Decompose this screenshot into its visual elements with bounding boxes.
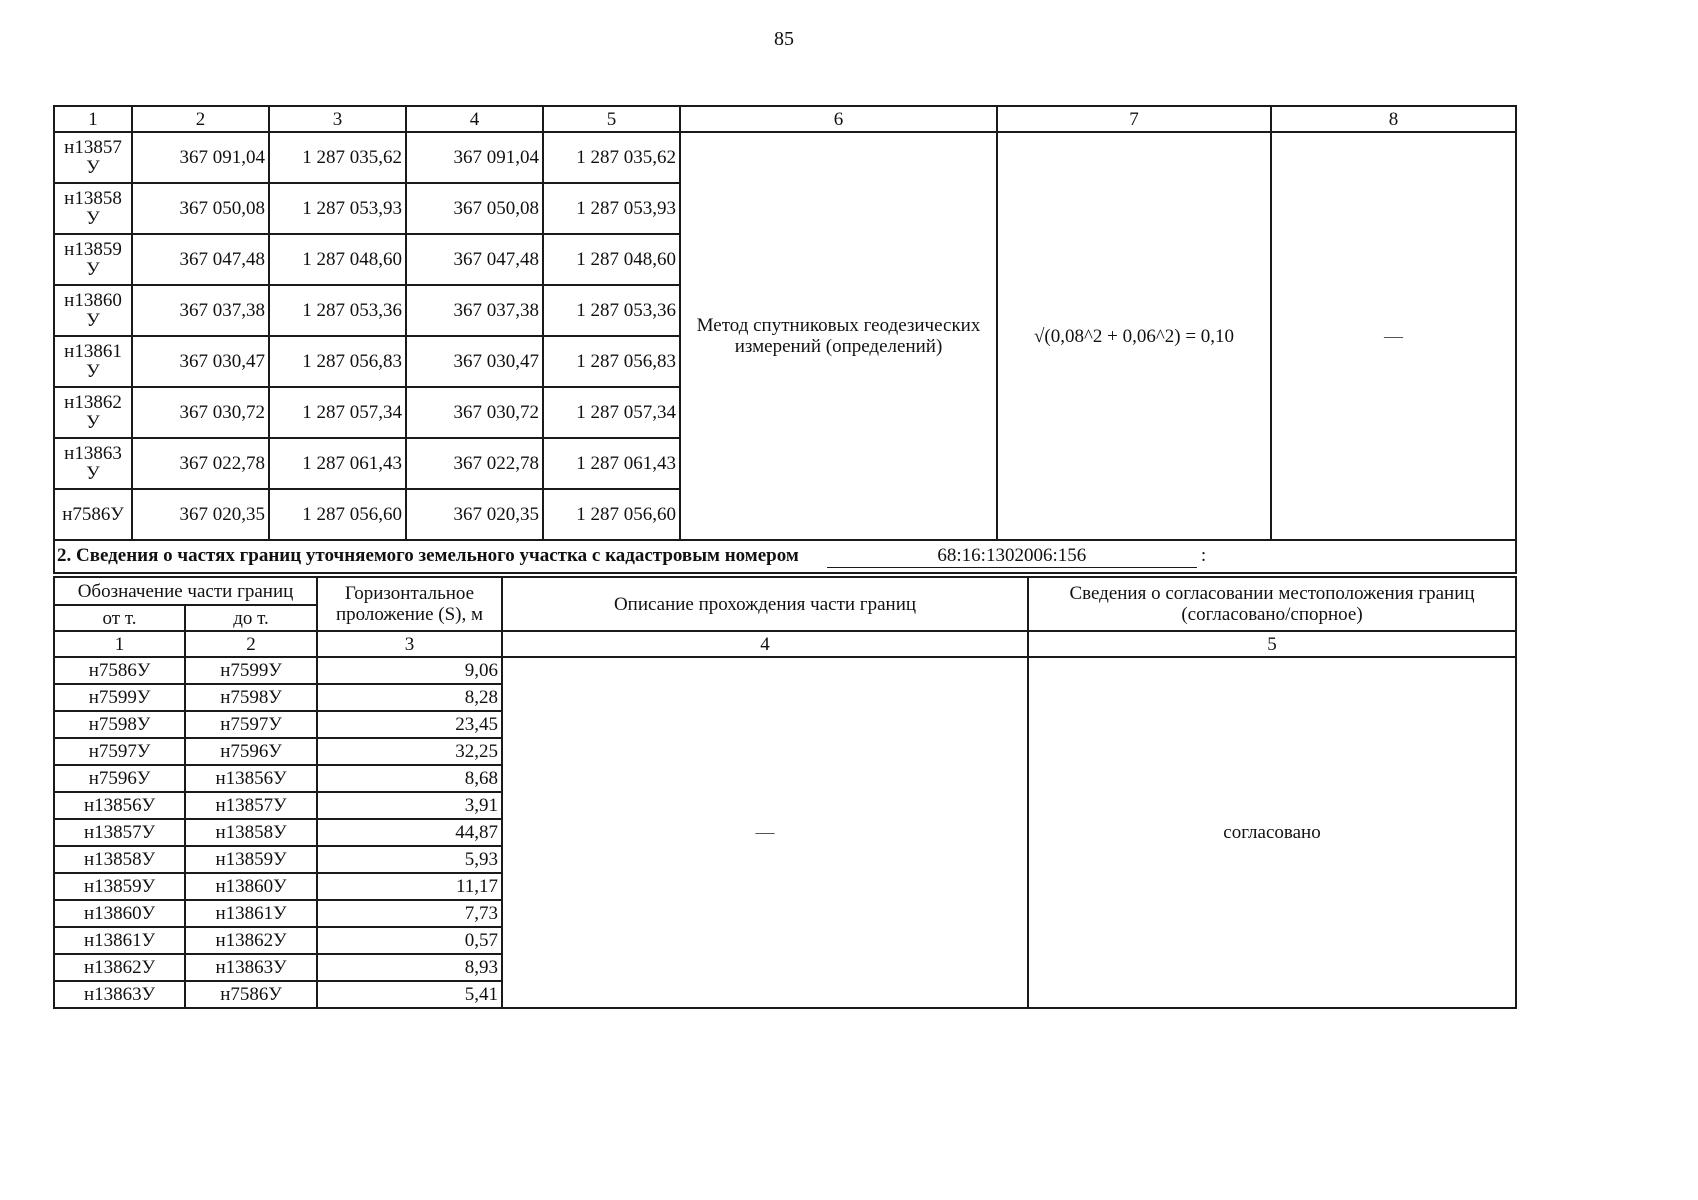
coordinate-x-refined: 367 091,04 [406,132,543,183]
method-cell: Метод спутниковых геодезических измерений (определений) [680,132,997,540]
to-point: н13856У [185,765,317,792]
coordinate-x-refined: 367 030,72 [406,387,543,438]
point-id: н13862 У [54,387,132,438]
description-cell: — [502,657,1028,1008]
distance-value: 11,17 [317,873,502,900]
coordinate-y-existing: 1 287 035,62 [269,132,406,183]
column-number: 8 [1271,106,1516,132]
coordinate-x-existing: 367 091,04 [132,132,269,183]
coordinate-y-existing: 1 287 056,60 [269,489,406,540]
from-point: н7599У [54,684,185,711]
to-point: н13861У [185,900,317,927]
table-row [54,132,1516,183]
column-number: 4 [406,106,543,132]
distance-header: Горизонтальное проложение (S), м [317,577,502,631]
boundary-column-numbers-row [54,631,1516,657]
column-number: 1 [54,631,185,657]
section-2-title: 2. Сведения о частях границ уточняемого земельного участка с кадастровым номером [57,545,799,566]
coordinate-x-refined: 367 020,35 [406,489,543,540]
coordinate-x-existing: 367 037,38 [132,285,269,336]
coordinate-y-existing: 1 287 053,93 [269,183,406,234]
distance-value: 44,87 [317,819,502,846]
from-point: н13863У [54,981,185,1008]
agreement-cell: согласовано [1028,657,1516,1008]
coordinate-y-existing: 1 287 056,83 [269,336,406,387]
coordinate-x-existing: 367 047,48 [132,234,269,285]
point-id: н13857 У [54,132,132,183]
column-number: 5 [543,106,680,132]
from-point: н13861У [54,927,185,954]
to-point: н7598У [185,684,317,711]
coordinate-x-existing: 367 020,35 [132,489,269,540]
cadastral-number: 68:16:1302006:156 [827,545,1197,568]
coordinate-y-refined: 1 287 035,62 [543,132,680,183]
coordinate-x-existing: 367 050,08 [132,183,269,234]
to-point: н7599У [185,657,317,684]
coordinate-x-refined: 367 047,48 [406,234,543,285]
coordinate-y-refined: 1 287 048,60 [543,234,680,285]
agreement-header: Сведения о согласовании местоположения границ (согласовано/спорное) [1028,577,1516,631]
from-point: н13859У [54,873,185,900]
coordinate-y-existing: 1 287 061,43 [269,438,406,489]
from-point: н7586У [54,657,185,684]
from-point: н13856У [54,792,185,819]
from-point: н7596У [54,765,185,792]
point-id: н7586У [54,489,132,540]
to-point: н7597У [185,711,317,738]
coordinates-header-row [54,106,1516,132]
coordinate-x-refined: 367 030,47 [406,336,543,387]
designation-header: Обозначение части границ [54,577,317,605]
coordinate-y-refined: 1 287 061,43 [543,438,680,489]
section-2-heading [54,540,1516,573]
to-point: н13862У [185,927,317,954]
column-number: 1 [54,106,132,132]
coordinate-x-refined: 367 037,38 [406,285,543,336]
from-point: н13860У [54,900,185,927]
section-2-heading-row [54,540,1516,573]
to-point: н13860У [185,873,317,900]
column-number: 2 [185,631,317,657]
distance-value: 9,06 [317,657,502,684]
point-id: н13860 У [54,285,132,336]
remarks-cell: — [1271,132,1516,540]
to-point: н7586У [185,981,317,1008]
from-point: н7597У [54,738,185,765]
coordinate-x-refined: 367 022,78 [406,438,543,489]
description-header: Описание прохождения части границ [502,577,1028,631]
distance-value: 8,68 [317,765,502,792]
to-point-header: до т. [185,605,317,631]
boundary-header-row [54,577,1516,605]
distance-value: 8,93 [317,954,502,981]
distance-value: 5,93 [317,846,502,873]
distance-value: 32,25 [317,738,502,765]
to-point: н13857У [185,792,317,819]
to-point: н13863У [185,954,317,981]
to-point: н7596У [185,738,317,765]
from-point: н13857У [54,819,185,846]
from-point: н7598У [54,711,185,738]
distance-value: 8,28 [317,684,502,711]
distance-value: 23,45 [317,711,502,738]
column-number: 4 [502,631,1028,657]
coordinate-x-existing: 367 030,47 [132,336,269,387]
distance-value: 0,57 [317,927,502,954]
table-row [54,657,1516,684]
column-number: 3 [317,631,502,657]
column-number: 6 [680,106,997,132]
coordinate-y-existing: 1 287 053,36 [269,285,406,336]
point-id: н13861 У [54,336,132,387]
coordinate-x-existing: 367 022,78 [132,438,269,489]
coordinate-y-refined: 1 287 056,60 [543,489,680,540]
column-number: 2 [132,106,269,132]
coordinate-y-refined: 1 287 053,36 [543,285,680,336]
point-id: н13863 У [54,438,132,489]
coordinates-table [53,105,1517,574]
column-number: 3 [269,106,406,132]
column-number: 5 [1028,631,1516,657]
from-point: н13862У [54,954,185,981]
distance-value: 3,91 [317,792,502,819]
page-number: 85 [774,28,794,50]
coordinate-y-refined: 1 287 057,34 [543,387,680,438]
to-point: н13859У [185,846,317,873]
coordinate-y-refined: 1 287 053,93 [543,183,680,234]
point-id: н13859 У [54,234,132,285]
coordinate-x-existing: 367 030,72 [132,387,269,438]
boundary-parts-table [53,576,1517,1009]
point-id: н13858 У [54,183,132,234]
coordinate-y-existing: 1 287 057,34 [269,387,406,438]
coordinate-x-refined: 367 050,08 [406,183,543,234]
distance-value: 5,41 [317,981,502,1008]
coordinate-y-refined: 1 287 056,83 [543,336,680,387]
distance-value: 7,73 [317,900,502,927]
to-point: н13858У [185,819,317,846]
from-point-header: от т. [54,605,185,631]
column-number: 7 [997,106,1271,132]
accuracy-cell: √(0,08^2 + 0,06^2) = 0,10 [997,132,1271,540]
from-point: н13858У [54,846,185,873]
colon-mark: : [1200,545,1207,566]
coordinate-y-existing: 1 287 048,60 [269,234,406,285]
